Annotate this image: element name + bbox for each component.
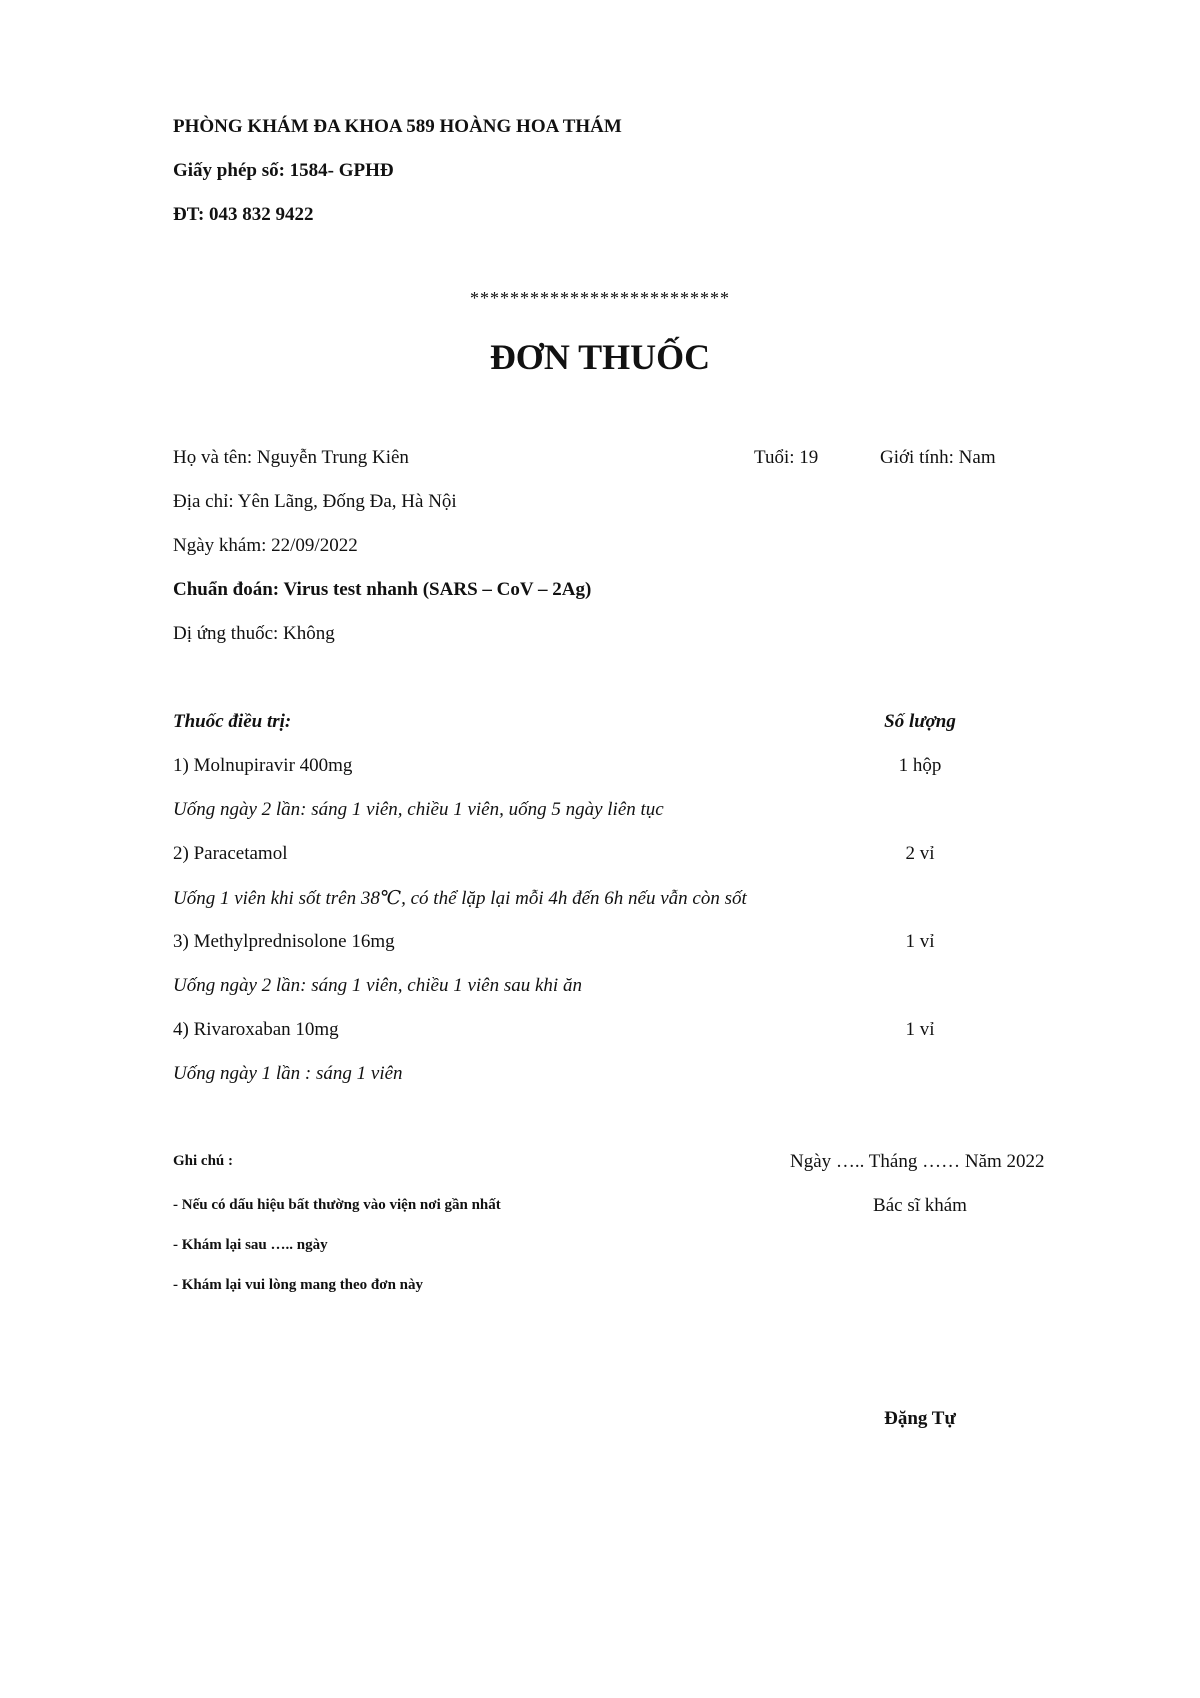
drug-item-2-instruction: Uống 1 viên khi sốt trên 38℃, có thể lặp lại mỗi 4h đến 6h nếu vẫn còn sốt	[173, 888, 747, 909]
patient-gender: Giới tính: Nam	[880, 447, 996, 468]
clinic-license: Giấy phép số: 1584- GPHĐ	[173, 160, 394, 181]
notes-title: Ghi chú :	[173, 1153, 234, 1169]
drug-item-4-qty: 1 vỉ	[905, 1019, 935, 1040]
drug-item-4-instruction: Uống ngày 1 lần : sáng 1 viên	[173, 1063, 403, 1084]
note-line-3: - Khám lại vui lòng mang theo đơn này	[173, 1277, 424, 1293]
note-line-1: - Nếu có dấu hiệu bất thường vào viện nơi gần nhất	[173, 1197, 501, 1213]
document-title: ĐƠN THUỐC	[489, 337, 711, 377]
drug-column-header: Thuốc điều trị:	[173, 711, 292, 732]
clinic-phone: ĐT: 043 832 9422	[173, 204, 314, 225]
patient-address: Địa chỉ: Yên Lãng, Đống Đa, Hà Nội	[173, 491, 457, 512]
drug-item-1-instruction: Uống ngày 2 lần: sáng 1 viên, chiều 1 viên, uống 5 ngày liên tục	[173, 799, 664, 820]
separator-stars: **************************	[470, 288, 730, 308]
patient-age: Tuổi: 19	[754, 447, 819, 468]
drug-item-2-qty: 2 vỉ	[905, 843, 935, 864]
drug-item-3-instruction: Uống ngày 2 lần: sáng 1 viên, chiều 1 viên sau khi ăn	[173, 975, 582, 996]
patient-name: Họ và tên: Nguyễn Trung Kiên	[173, 447, 409, 468]
doctor-name: Đặng Tự	[884, 1408, 956, 1429]
drug-allergy: Dị ứng thuốc: Không	[173, 623, 335, 644]
diagnosis: Chuẩn đoán: Virus test nhanh (SARS – CoV – 2Ag)	[173, 579, 592, 600]
doctor-role: Bác sĩ khám	[873, 1195, 967, 1216]
drug-item-3-name: 3) Methylprednisolone 16mg	[173, 931, 395, 952]
drug-item-1-name: 1) Molnupiravir 400mg	[173, 755, 353, 776]
drug-item-1-qty: 1 hộp	[898, 755, 942, 776]
signature-date: Ngày ….. Tháng …… Năm 2022	[790, 1151, 1045, 1172]
clinic-name: PHÒNG KHÁM ĐA KHOA 589 HOÀNG HOA THÁM	[173, 116, 622, 137]
quantity-column-header: Số lượng	[884, 711, 956, 732]
exam-date: Ngày khám: 22/09/2022	[173, 535, 358, 556]
note-line-2: - Khám lại sau ….. ngày	[173, 1237, 328, 1253]
drug-item-3-qty: 1 vỉ	[905, 931, 935, 952]
drug-item-2-name: 2) Paracetamol	[173, 843, 288, 864]
drug-item-4-name: 4) Rivaroxaban 10mg	[173, 1019, 339, 1040]
